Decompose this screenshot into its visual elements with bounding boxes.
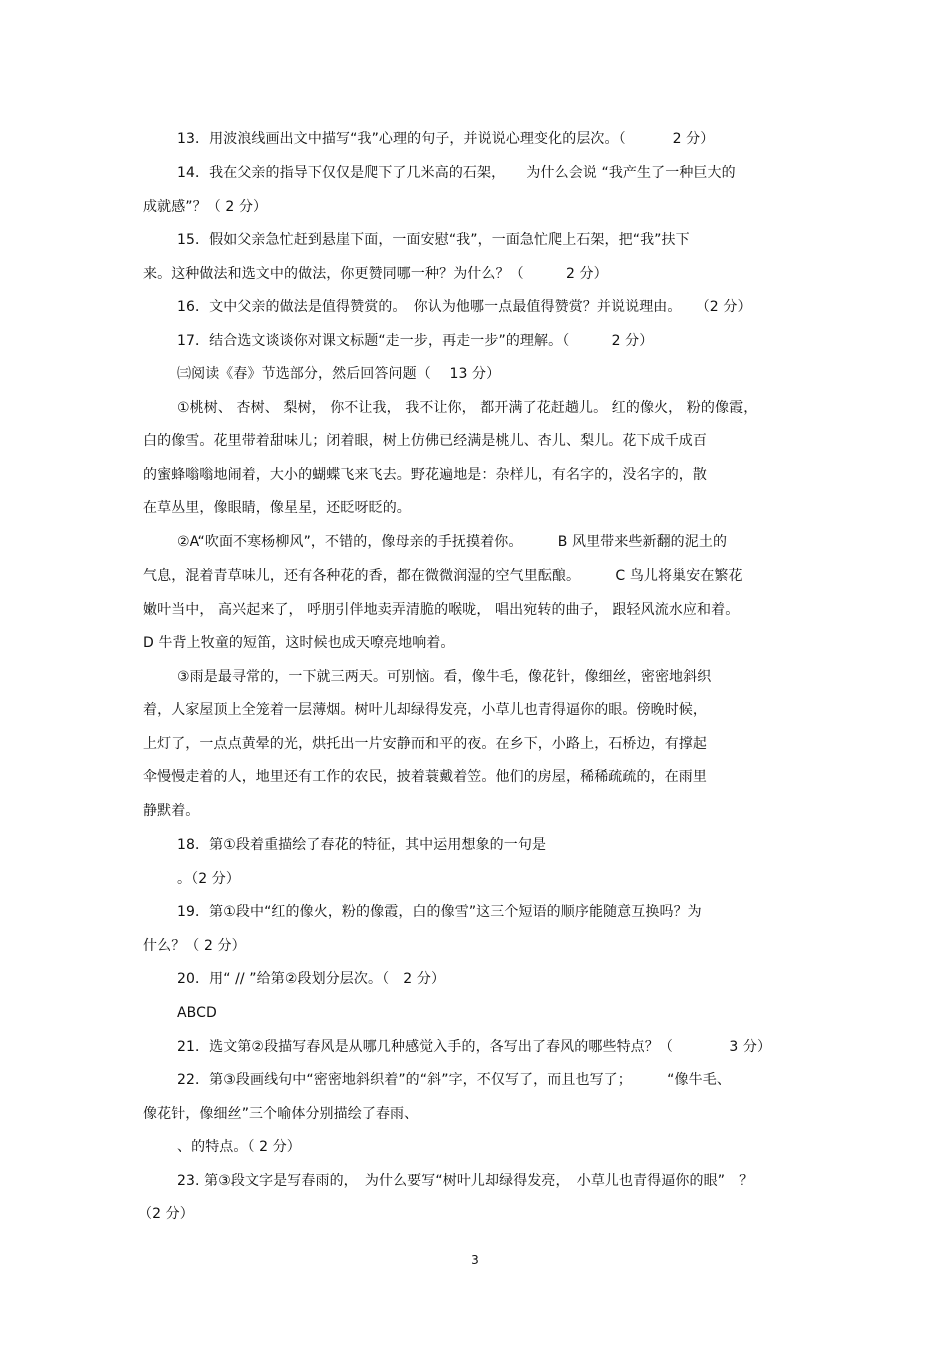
passage-paragraph-3-line: 着，人家屋顶上全笼着一层薄烟。树叶儿却绿得发亮，小草儿也青得逼你的眼。傍晚时候， xyxy=(143,702,707,718)
passage-paragraph-1-line: 的蜜蜂嗡嗡地闹着，大小的蝴蝶飞来飞去。野花遍地是：杂样儿，有名字的，没名字的，散 xyxy=(143,467,707,483)
question-17: 17．结合选文谈谈你对课文标题“走一步，再走一步”的理解。（ 2 分） xyxy=(177,333,654,349)
passage-paragraph-3: ③雨是最寻常的，一下就三两天。可别恼。看，像牛毛，像花针，像细丝，密密地斜织 xyxy=(177,669,712,685)
question-19-continued: 什么？（ 2 分） xyxy=(143,938,246,954)
passage-paragraph-1-line: 白的像雪。花里带着甜味儿；闭着眼，树上仿佛已经满是桃儿、杏儿、梨儿。花下成千成百 xyxy=(143,433,707,449)
question-14: 14．我在父亲的指导下仅仅是爬下了几米高的石架， 为什么会说 “我产生了一种巨大的 xyxy=(177,165,736,181)
passage-paragraph-2-line: D 牛背上牧童的短笛，这时候也成天嘹亮地响着。 xyxy=(143,635,455,651)
section-heading: ㈢阅读《春》节选部分，然后回答问题（ 13 分） xyxy=(177,366,501,382)
question-23: 23. 第③段文字是写春雨的， 为什么要写“树叶儿却绿得发亮， 小草儿也青得逼你的眼” ？ xyxy=(177,1173,754,1189)
passage-paragraph-3-line: 静默着。 xyxy=(143,803,200,819)
question-16: 16．文中父亲的做法是值得赞赏的。 你认为他哪一点最值得赞赏？并说说理由。 （2 分） xyxy=(177,299,752,315)
question-21: 21．选文第②段描写春风是从哪几种感觉入手的，各写出了春风的哪些特点？（ 3 分） xyxy=(177,1039,772,1055)
question-19: 19．第①段中“红的像火，粉的像霞，白的像雪”这三个短语的顺序能随意互换吗？为 xyxy=(177,904,702,920)
passage-paragraph-2-line: 气息，混着青草味儿，还有各种花的香，都在微微润湿的空气里酝酿。 C 鸟儿将巢安在繁花 xyxy=(143,568,743,584)
passage-paragraph-2-line: 嫩叶当中， 高兴起来了， 呼朋引伴地卖弄清脆的喉咙， 唱出宛转的曲子， 跟轻风流水应和着。 xyxy=(143,602,740,618)
question-13: 13．用波浪线画出文中描写“我”心理的句子，并说说心理变化的层次。（ 2 分） xyxy=(177,131,715,147)
passage-paragraph-1: ①桃树、 杏树、 梨树， 你不让我， 我不让你， 都开满了花赶趟儿。 红的像火， 粉的像霞， xyxy=(177,400,758,416)
question-22-continued: 像花针，像细丝”三个喻体分别描绘了春雨、 xyxy=(143,1106,419,1122)
question-22: 22．第③段画线句中“密密地斜织着”的“斜”字，不仅写了，而且也写了； “像牛毛、 xyxy=(177,1072,731,1088)
question-15: 15．假如父亲急忙赶到悬崖下面，一面安慰“我”，一面急忙爬上石架，把“我”扶下 xyxy=(177,232,690,248)
page-number: 3 xyxy=(471,1253,479,1267)
question-20-options: ABCD xyxy=(177,1005,217,1021)
question-23-continued: （2 分） xyxy=(138,1206,194,1222)
passage-paragraph-1-line: 在草丛里，像眼睛，像星星，还眨呀眨的。 xyxy=(143,500,411,516)
passage-paragraph-2: ②A“吹面不寒杨柳风”，不错的，像母亲的手抚摸着你。 B 风里带来些新翻的泥土的 xyxy=(177,534,728,550)
question-14-continued: 成就感”？（ 2 分） xyxy=(143,199,268,215)
question-20: 20．用“ // ”给第②段划分层次。（ 2 分） xyxy=(177,971,446,987)
passage-paragraph-3-line: 伞慢慢走着的人，地里还有工作的农民，披着蓑戴着笠。他们的房屋，稀稀疏疏的，在雨里 xyxy=(143,769,707,785)
question-15-continued: 来。这种做法和选文中的做法，你更赞同哪一种？为什么？（ 2 分） xyxy=(143,266,608,282)
passage-paragraph-3-line: 上灯了，一点点黄晕的光，烘托出一片安静而和平的夜。在乡下，小路上，石桥边，有撑起 xyxy=(143,736,707,752)
question-18-continued: 。（2 分） xyxy=(177,871,240,887)
question-22-continued: 、的特点。（ 2 分） xyxy=(177,1139,301,1155)
question-18: 18．第①段着重描绘了春花的特征，其中运用想象的一句是 xyxy=(177,837,547,853)
